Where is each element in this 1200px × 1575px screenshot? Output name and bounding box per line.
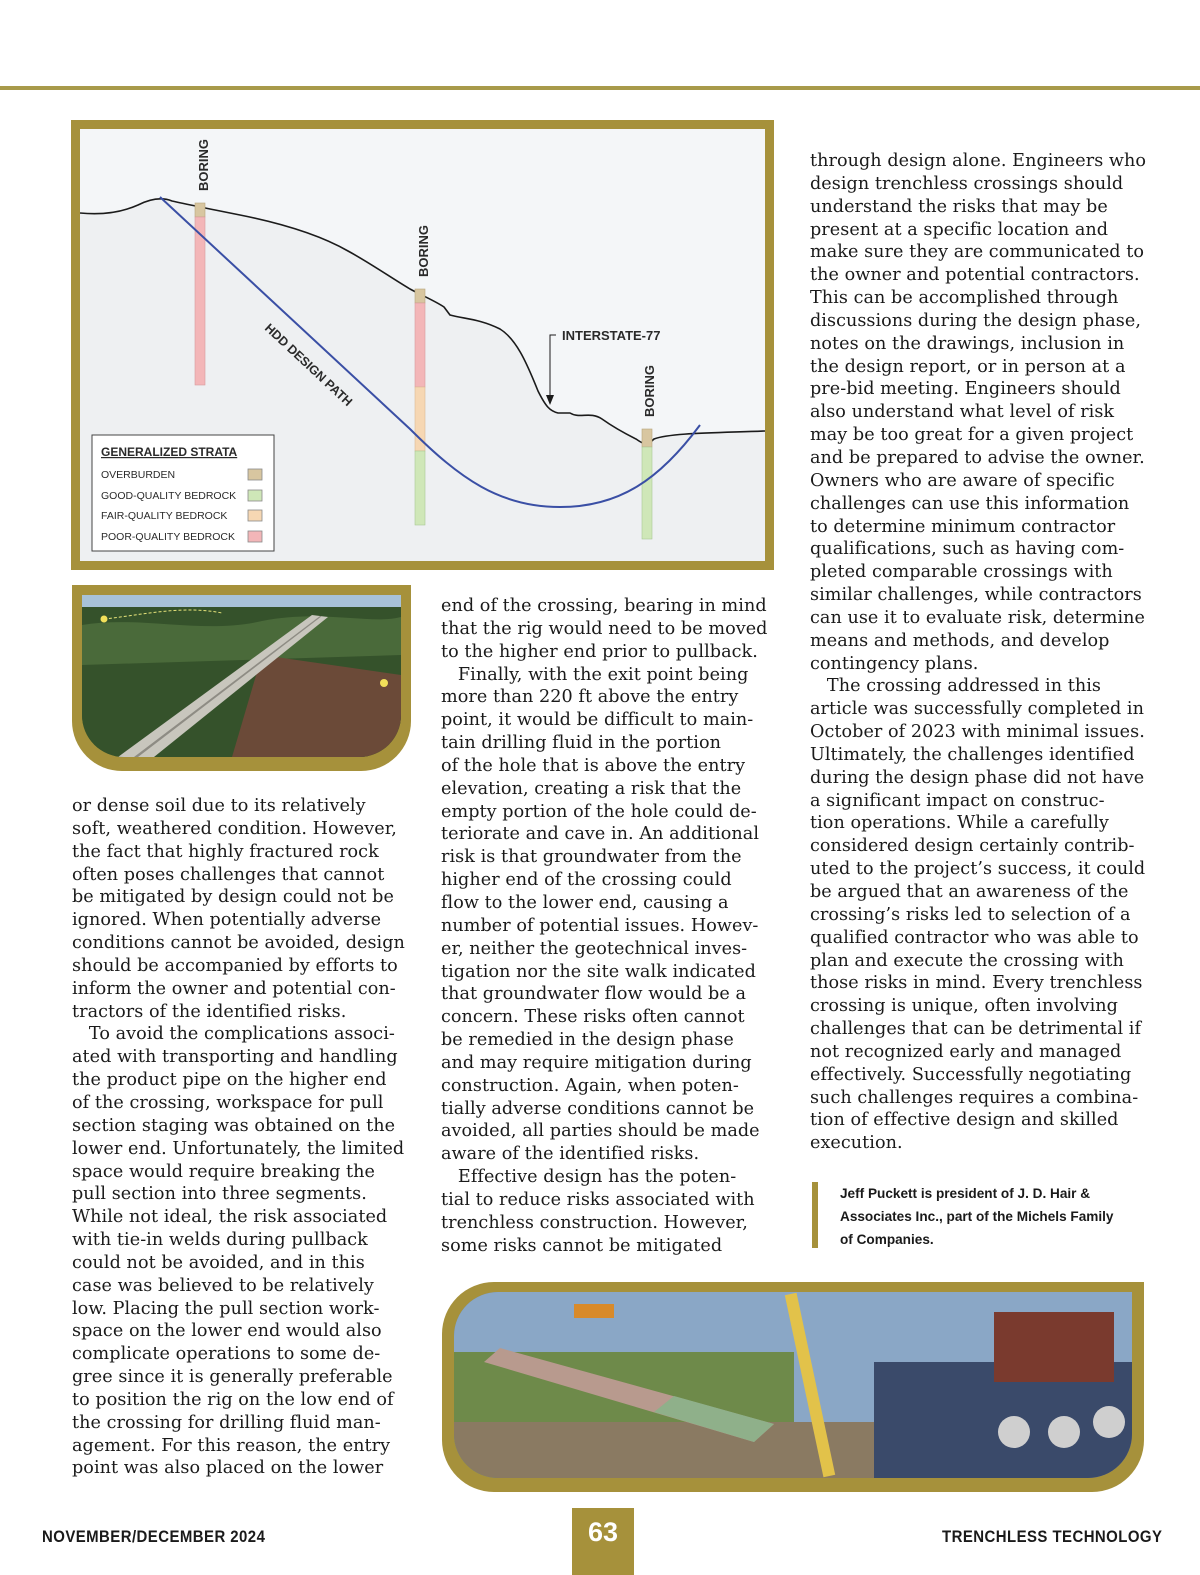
figure-hdd-profile <box>71 120 774 570</box>
boring-3-label: BORING <box>642 365 657 417</box>
hdd-path-label: HDD DESIGN PATH <box>261 320 355 410</box>
figure-aerial-photo <box>72 585 411 771</box>
hdd-profile-diagram <box>80 129 765 561</box>
photo-marker-entry <box>101 616 108 623</box>
boring-1-label: BORING <box>196 139 211 191</box>
footer-issue-date: NOVEMBER/DECEMBER 2024 <box>42 1527 266 1546</box>
photo-marker-exit <box>380 679 388 687</box>
legend-item-overburden-swatch <box>248 469 262 480</box>
interstate-leader <box>550 335 556 401</box>
legend-title: GENERALIZED STRATA <box>101 445 238 459</box>
interstate-label: INTERSTATE-77 <box>562 328 661 343</box>
legend-item-good-label: GOOD-QUALITY BEDROCK <box>101 490 237 502</box>
legend-item-good-swatch <box>248 490 262 501</box>
photo-pipe-rack <box>994 1312 1114 1382</box>
photo-lift-equipment <box>574 1304 614 1318</box>
photo-sky <box>82 595 401 609</box>
author-bio-text: Jeff Puckett is president of J. D. Hair & Associates Inc., part of the Michels Family of Companies. <box>840 1186 1114 1247</box>
boring-1-overburden <box>195 203 205 217</box>
legend-item-fair-label: FAIR-QUALITY BEDROCK <box>101 510 228 522</box>
boring-3-overburden <box>642 429 652 447</box>
boring-2-good-bedrock <box>415 451 425 525</box>
aerial-photo <box>82 595 401 757</box>
page-number: 63 <box>572 1508 634 1575</box>
construction-photo-illustration <box>454 1292 1132 1478</box>
boring-1-poor-bedrock <box>195 217 205 385</box>
boring-2-poor-bedrock <box>415 303 425 387</box>
strata-legend <box>92 435 274 551</box>
legend-item-overburden-label: OVERBURDEN <box>101 469 176 481</box>
aerial-photo-illustration <box>82 595 401 757</box>
figure-hdd-profile-canvas <box>80 129 765 561</box>
photo-rig-wheel-2 <box>1048 1416 1080 1448</box>
photo-rig-wheel-1 <box>998 1416 1030 1448</box>
boring-2-label: BORING <box>416 225 431 277</box>
construction-photo <box>454 1292 1132 1478</box>
footer-magazine-name: TRENCHLESS TECHNOLOGY <box>941 1527 1162 1546</box>
body-column-2: end of the crossing, bearing in mind that the rig would need to be moved to the higher end prior to pullback. Finally, with the exit point being more than 220 ft above the entry point, it would be difficult to main- tain drilling fluid in the portion of the hole that is above the entry elevation, creating a risk that the empty portion of the hole could de- teriorate and cave in. An additional risk is that groundwater from the higher end of the crossing could flow to the lower end, causing a number of potential issues. Howev- er, neither the geotechnical inves- tigation nor the site walk indicated that groundwater flow would be a concern. These risks often cannot be remedied in the design phase and may require mitigation during construction. Again, when poten- tially adverse conditions cannot be avoided, all parties should be made aware of the identified risks. Effective design has the poten- tial to reduce risks associated with trenchless construction. However, some risks cannot be mitigated <box>441 596 768 1256</box>
legend-item-poor-label: POOR-QUALITY BEDROCK <box>101 531 235 543</box>
body-column-3: through design alone. Engineers who design trenchless crossings should understand the risks that may be present at a specific location and make sure they are communicated to the owner and potential contractors. This can be accomplished through discussions during the design phase, notes on the drawings, inclusion in the design report, or in person at a pre-bid meeting. Engineers should also understand what level of risk may be too great for a given project and be prepared to advise the owner. Owners who are aware of specific challenges can use this information to determine minimum contractor qualifications, such as having com- pleted comparable crossings with similar challenges, while contractors can use it to evaluate risk, determine means and methods, and develop contingency plans. The crossing addressed in this article was successfully completed in October of 2023 with minimal issues. Ultimately, the challenges identified during the design phase did not have a significant impact on construc- tion operations. While a carefully considered design certainly contrib- uted to the project’s success, it could be argued that an awareness of the crossing’s risks led to selection of a qualified contractor who was able to plan and execute the crossing with those risks in mind. Every trenchless crossing is unique, often involving challenges that can be detrimental if not recognized early and managed effectively. Successfully negotiating such challenges requires a combina- tion of effective design and skilled execution. <box>810 151 1147 1154</box>
photo-rig-wheel-3 <box>1093 1406 1125 1438</box>
body-column-1: or dense soil due to its relatively soft, weathered condition. However, the fact that highly fractured rock often poses challenges that cannot be mitigated by design could not be ignored. When potentially adverse conditions cannot be avoided, design should be accompanied by efforts to inform the owner and potential con- tractors of the identified risks. To avoid the complications associ- ated with transporting and handling the product pipe on the higher end of the crossing, workspace for pull section staging was obtained on the lower end. Unfortunately, the limited space would require breaking the pull section into three segments. While not ideal, the risk associated with tie-in welds during pullback could not be avoided, and in this case was believed to be relatively low. Placing the pull section work- space on the lower end would also complicate operations to some de- gree since it is generally preferable to position the rig on the low end of the crossing for drilling fluid man- agement. For this reason, the entry point was also placed on the lower <box>72 796 405 1479</box>
boring-2-overburden <box>415 289 425 303</box>
boring-3-good-bedrock <box>642 447 652 539</box>
author-bio <box>812 1182 1158 1248</box>
legend-item-poor-swatch <box>248 531 262 542</box>
legend-item-fair-swatch <box>248 510 262 521</box>
figure-construction-photo <box>442 1282 1144 1492</box>
interstate-arrow <box>546 395 554 405</box>
header-rule <box>0 86 1200 90</box>
